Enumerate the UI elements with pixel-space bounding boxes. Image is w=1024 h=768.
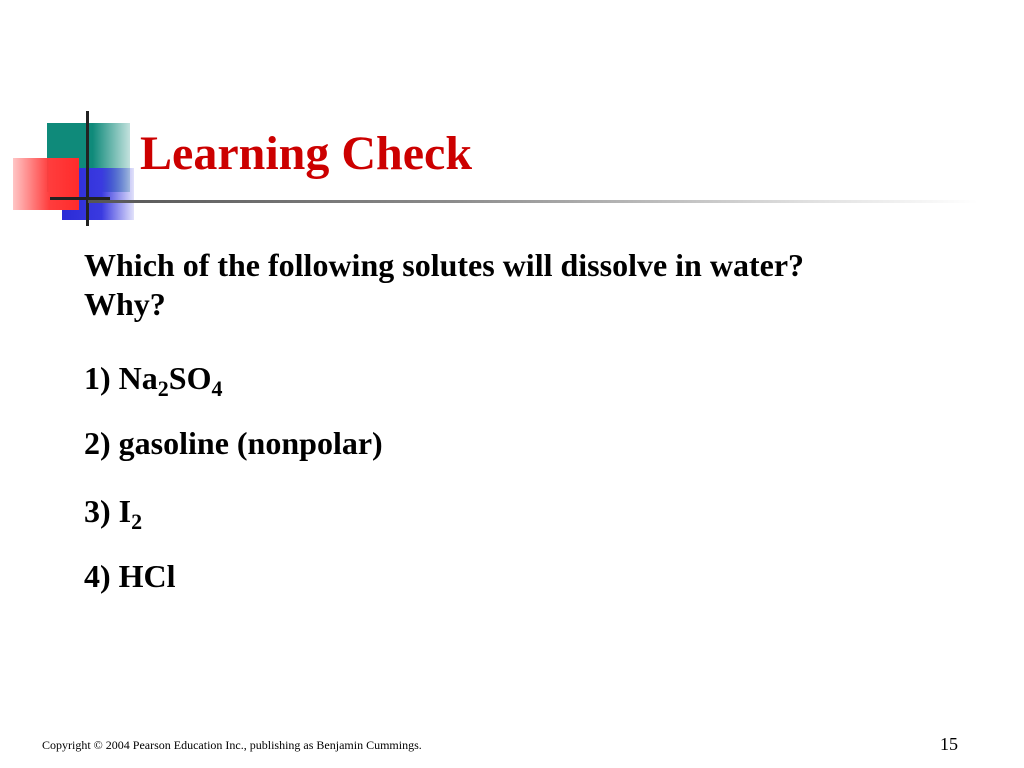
choice-1 — [84, 360, 223, 401]
choice-4-text: 4) HCl — [84, 558, 176, 594]
choice-3 — [84, 493, 143, 534]
choice-2-text: 2) gasoline (nonpolar) — [84, 425, 383, 461]
choice-1-text-mid: SO — [168, 360, 212, 396]
choice-3-text: 3) I — [84, 493, 132, 529]
title-underline-rule — [88, 200, 978, 203]
choice-1-subscript-b: 4 — [211, 376, 223, 401]
slide-title: Learning Check — [140, 127, 473, 180]
choice-1-text: 1) Na — [84, 360, 158, 396]
choice-1-subscript-a: 2 — [157, 376, 169, 401]
question-text: Which of the following solutes will dissolve in water? Why? — [84, 247, 805, 322]
decorative-vertical-line — [86, 111, 89, 226]
choice-4 — [84, 560, 176, 592]
copyright-footer: Copyright © 2004 Pearson Education Inc., publishing as Benjamin Cummings. — [42, 738, 422, 752]
page-number: 15 — [940, 734, 958, 754]
decorative-red-square — [13, 158, 79, 210]
choice-3-subscript: 2 — [131, 509, 143, 534]
choice-2 — [84, 427, 383, 459]
